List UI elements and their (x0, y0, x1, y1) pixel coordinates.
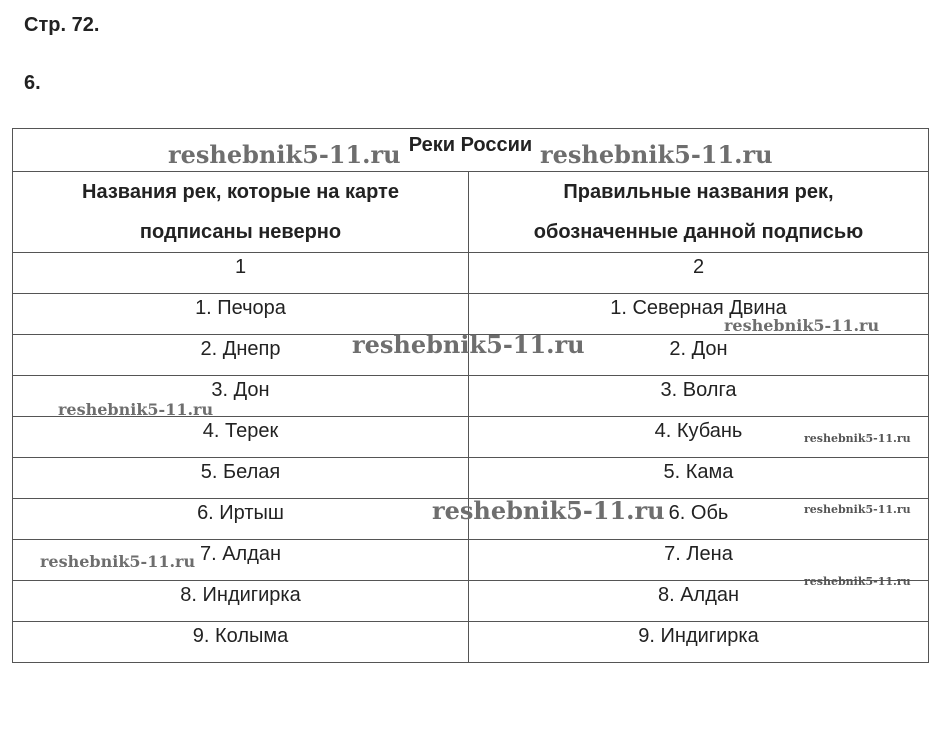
table-row (13, 458, 929, 499)
correct-name-cell: 4. Кубань (469, 417, 929, 458)
correct-name-cell: 6. Обь (469, 499, 929, 540)
watermark: reshebnik5-11.ru (432, 496, 665, 525)
wrong-name-cell: 2. Днепр (13, 335, 469, 376)
table-row (13, 335, 929, 376)
correct-name-cell: 2. Дон (469, 335, 929, 376)
correct-name-cell: 3. Волга (469, 376, 929, 417)
header-left (13, 172, 469, 253)
table-row (13, 540, 929, 581)
watermark: reshebnik5-11.ru (804, 575, 911, 588)
watermark: reshebnik5-11.ru (724, 316, 880, 335)
wrong-name-cell: 7. Алдан (13, 540, 469, 581)
table-title: Реки России (13, 129, 929, 172)
watermark: reshebnik5-11.ru (168, 140, 401, 169)
column-number-row (13, 253, 929, 294)
table-header-row (13, 172, 929, 253)
header-left-line1: Названия рек, которые на карте (82, 181, 399, 203)
table-row (13, 294, 929, 335)
wrong-name-cell: 1. Печора (13, 294, 469, 335)
header-right-line2: обозначенные данной подписью (533, 221, 864, 243)
header-right-line1: Правильные названия рек, (563, 181, 834, 203)
correct-name-cell: 1. Северная Двина (469, 294, 929, 335)
watermark: reshebnik5-11.ru (804, 432, 911, 445)
table-row (13, 622, 929, 663)
header-right (469, 172, 929, 253)
watermark: reshebnik5-11.ru (40, 552, 196, 571)
column-number-2: 2 (469, 253, 929, 294)
page-label: Стр. 72. (24, 14, 100, 36)
column-number-1: 1 (13, 253, 469, 294)
wrong-name-cell: 8. Индигирка (13, 581, 469, 622)
correct-name-cell: 9. Индигирка (469, 622, 929, 663)
correct-name-cell: 7. Лена (469, 540, 929, 581)
watermark: reshebnik5-11.ru (352, 330, 585, 359)
header-left-line2: подписаны неверно (139, 221, 342, 243)
wrong-name-cell: 6. Иртыш (13, 499, 469, 540)
correct-name-cell: 5. Кама (469, 458, 929, 499)
task-number: 6. (24, 72, 41, 94)
table-row (13, 499, 929, 540)
wrong-name-cell: 5. Белая (13, 458, 469, 499)
rivers-table (12, 128, 929, 663)
watermark: reshebnik5-11.ru (540, 140, 773, 169)
wrong-name-cell: 3. Дон (13, 376, 469, 417)
watermark: reshebnik5-11.ru (58, 400, 214, 419)
watermark: reshebnik5-11.ru (804, 503, 911, 516)
correct-name-cell: 8. Алдан (469, 581, 929, 622)
table-row (13, 581, 929, 622)
table-title-row (13, 129, 929, 172)
table-row (13, 417, 929, 458)
table-row (13, 376, 929, 417)
wrong-name-cell: 9. Колыма (13, 622, 469, 663)
wrong-name-cell: 4. Терек (13, 417, 469, 458)
